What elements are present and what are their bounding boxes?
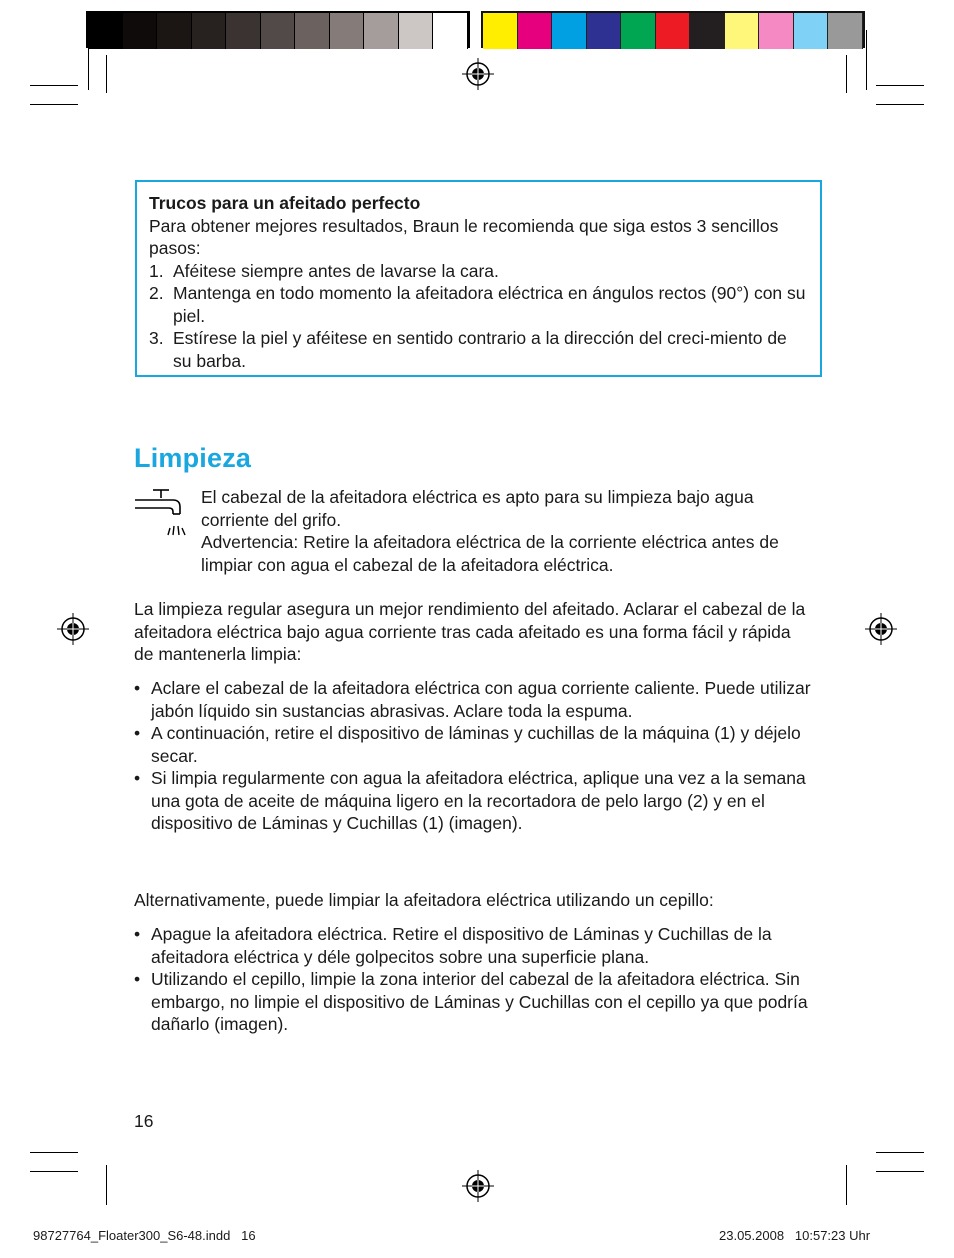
color-swatch bbox=[518, 13, 553, 49]
color-swatch bbox=[690, 13, 725, 49]
color-swatch bbox=[433, 13, 468, 49]
color-swatch bbox=[794, 13, 829, 49]
list-item: 1. Aféitese siempre antes de lavarse la cara. bbox=[149, 260, 499, 281]
footer-timestamp: 23.05.2008 10:57:23 Uhr bbox=[719, 1228, 871, 1243]
crop-mark bbox=[30, 1171, 78, 1172]
color-swatch bbox=[828, 13, 863, 49]
list-item: 3. Estírese la piel y aféitese en sentido contrario a la dirección del creci-miento de su barba. bbox=[149, 328, 787, 371]
registration-mark-icon bbox=[57, 613, 89, 645]
color-swatch bbox=[364, 13, 399, 49]
list-item: • Utilizando el cepillo, limpie la zona interior del cabezal de la afeitadora eléctrica. Sin embargo, no limpie el dispositivo de Láminas y Cuchillas con el cepillo ya que podría dañarlo (imagen). bbox=[134, 969, 808, 1034]
list-item: • Si limpia regularmente con agua la afeitadora eléctrica, aplique una vez a la semana una gota de aceite de máquina ligero en la recortadora de pelo largo (2) y en el dispositivo de Láminas y Cuchillas (1) (imagen). bbox=[134, 768, 806, 833]
faucet-icon bbox=[133, 488, 189, 538]
brush-bullets bbox=[134, 923, 824, 1036]
crop-mark bbox=[30, 104, 78, 105]
crop-mark bbox=[876, 1152, 924, 1153]
crop-mark bbox=[30, 85, 78, 86]
page-number: 16 bbox=[134, 1111, 154, 1131]
crop-mark bbox=[866, 30, 867, 90]
color-swatch bbox=[157, 13, 192, 49]
color-swatch bbox=[192, 13, 227, 49]
crop-mark bbox=[846, 1165, 847, 1205]
color-swatch bbox=[295, 13, 330, 49]
color-swatch bbox=[725, 13, 760, 49]
color-swatch bbox=[123, 13, 158, 49]
list-item: • Aclare el cabezal de la afeitadora eléctrica con agua corriente caliente. Puede utilizar jabón líquido sin sustancias abrasivas. Aclare toda la espuma. bbox=[134, 678, 811, 721]
warning-text: Advertencia: Retire la afeitadora eléctrica de la corriente eléctrica antes de limpiar con agua el cabezal de la afeitadora eléctrica. bbox=[201, 532, 779, 575]
color-swatch bbox=[656, 13, 691, 49]
cleaning-bullets bbox=[134, 677, 824, 835]
cleaning-intro: La limpieza regular asegura un mejor rendimiento del afeitado. Aclarar el cabezal de la afeitadora eléctrica bajo agua corriente tras cada afeitado es una forma fácil y rápida de mantenerla limpia: bbox=[134, 599, 806, 664]
registration-mark-icon bbox=[462, 1170, 494, 1202]
color-swatch bbox=[399, 13, 434, 49]
crop-mark bbox=[30, 1152, 78, 1153]
tips-title: Trucos para un afeitado perfecto bbox=[149, 193, 421, 213]
faucet-text: El cabezal de la afeitadora eléctrica es apto para su limpieza bajo agua corriente del grifo. bbox=[201, 487, 754, 530]
tips-box bbox=[135, 180, 822, 377]
list-item: • Apague la afeitadora eléctrica. Retire el dispositivo de Láminas y Cuchillas de la afeitadora eléctrica y déle golpecitos sobre una superficie plana. bbox=[134, 924, 772, 967]
crop-mark bbox=[106, 1165, 107, 1205]
color-swatch bbox=[261, 13, 296, 49]
color-swatch bbox=[621, 13, 656, 49]
color-swatch bbox=[330, 13, 365, 49]
crop-mark bbox=[846, 55, 847, 93]
tips-steps bbox=[149, 260, 808, 373]
crop-mark bbox=[88, 30, 89, 90]
crop-mark bbox=[876, 85, 924, 86]
crop-mark bbox=[876, 104, 924, 105]
process-color-bar bbox=[481, 11, 865, 48]
gray-color-bar bbox=[86, 11, 470, 48]
registration-mark-icon bbox=[462, 58, 494, 90]
list-item: • A continuación, retire el dispositivo de láminas y cuchillas de la máquina (1) y déjelo secar. bbox=[134, 723, 801, 766]
registration-mark-icon bbox=[865, 613, 897, 645]
crop-mark bbox=[106, 55, 107, 93]
section-heading: Limpieza bbox=[134, 443, 252, 473]
color-swatch bbox=[483, 13, 518, 49]
crop-mark bbox=[876, 1171, 924, 1172]
tips-intro: Para obtener mejores resultados, Braun le recomienda que siga estos 3 sencillos pasos: bbox=[149, 215, 779, 258]
brush-intro: Alternativamente, puede limpiar la afeitadora eléctrica utilizando un cepillo: bbox=[134, 890, 714, 910]
color-swatch bbox=[226, 13, 261, 49]
color-swatch bbox=[759, 13, 794, 49]
color-swatch bbox=[552, 13, 587, 49]
color-swatch bbox=[587, 13, 622, 49]
footer-filename: 98727764_Floater300_S6-48.indd 16 bbox=[33, 1228, 256, 1243]
list-item: 2. Mantenga en todo momento la afeitadora eléctrica en ángulos rectos (90°) con su piel. bbox=[149, 283, 806, 326]
color-swatch bbox=[88, 13, 123, 49]
